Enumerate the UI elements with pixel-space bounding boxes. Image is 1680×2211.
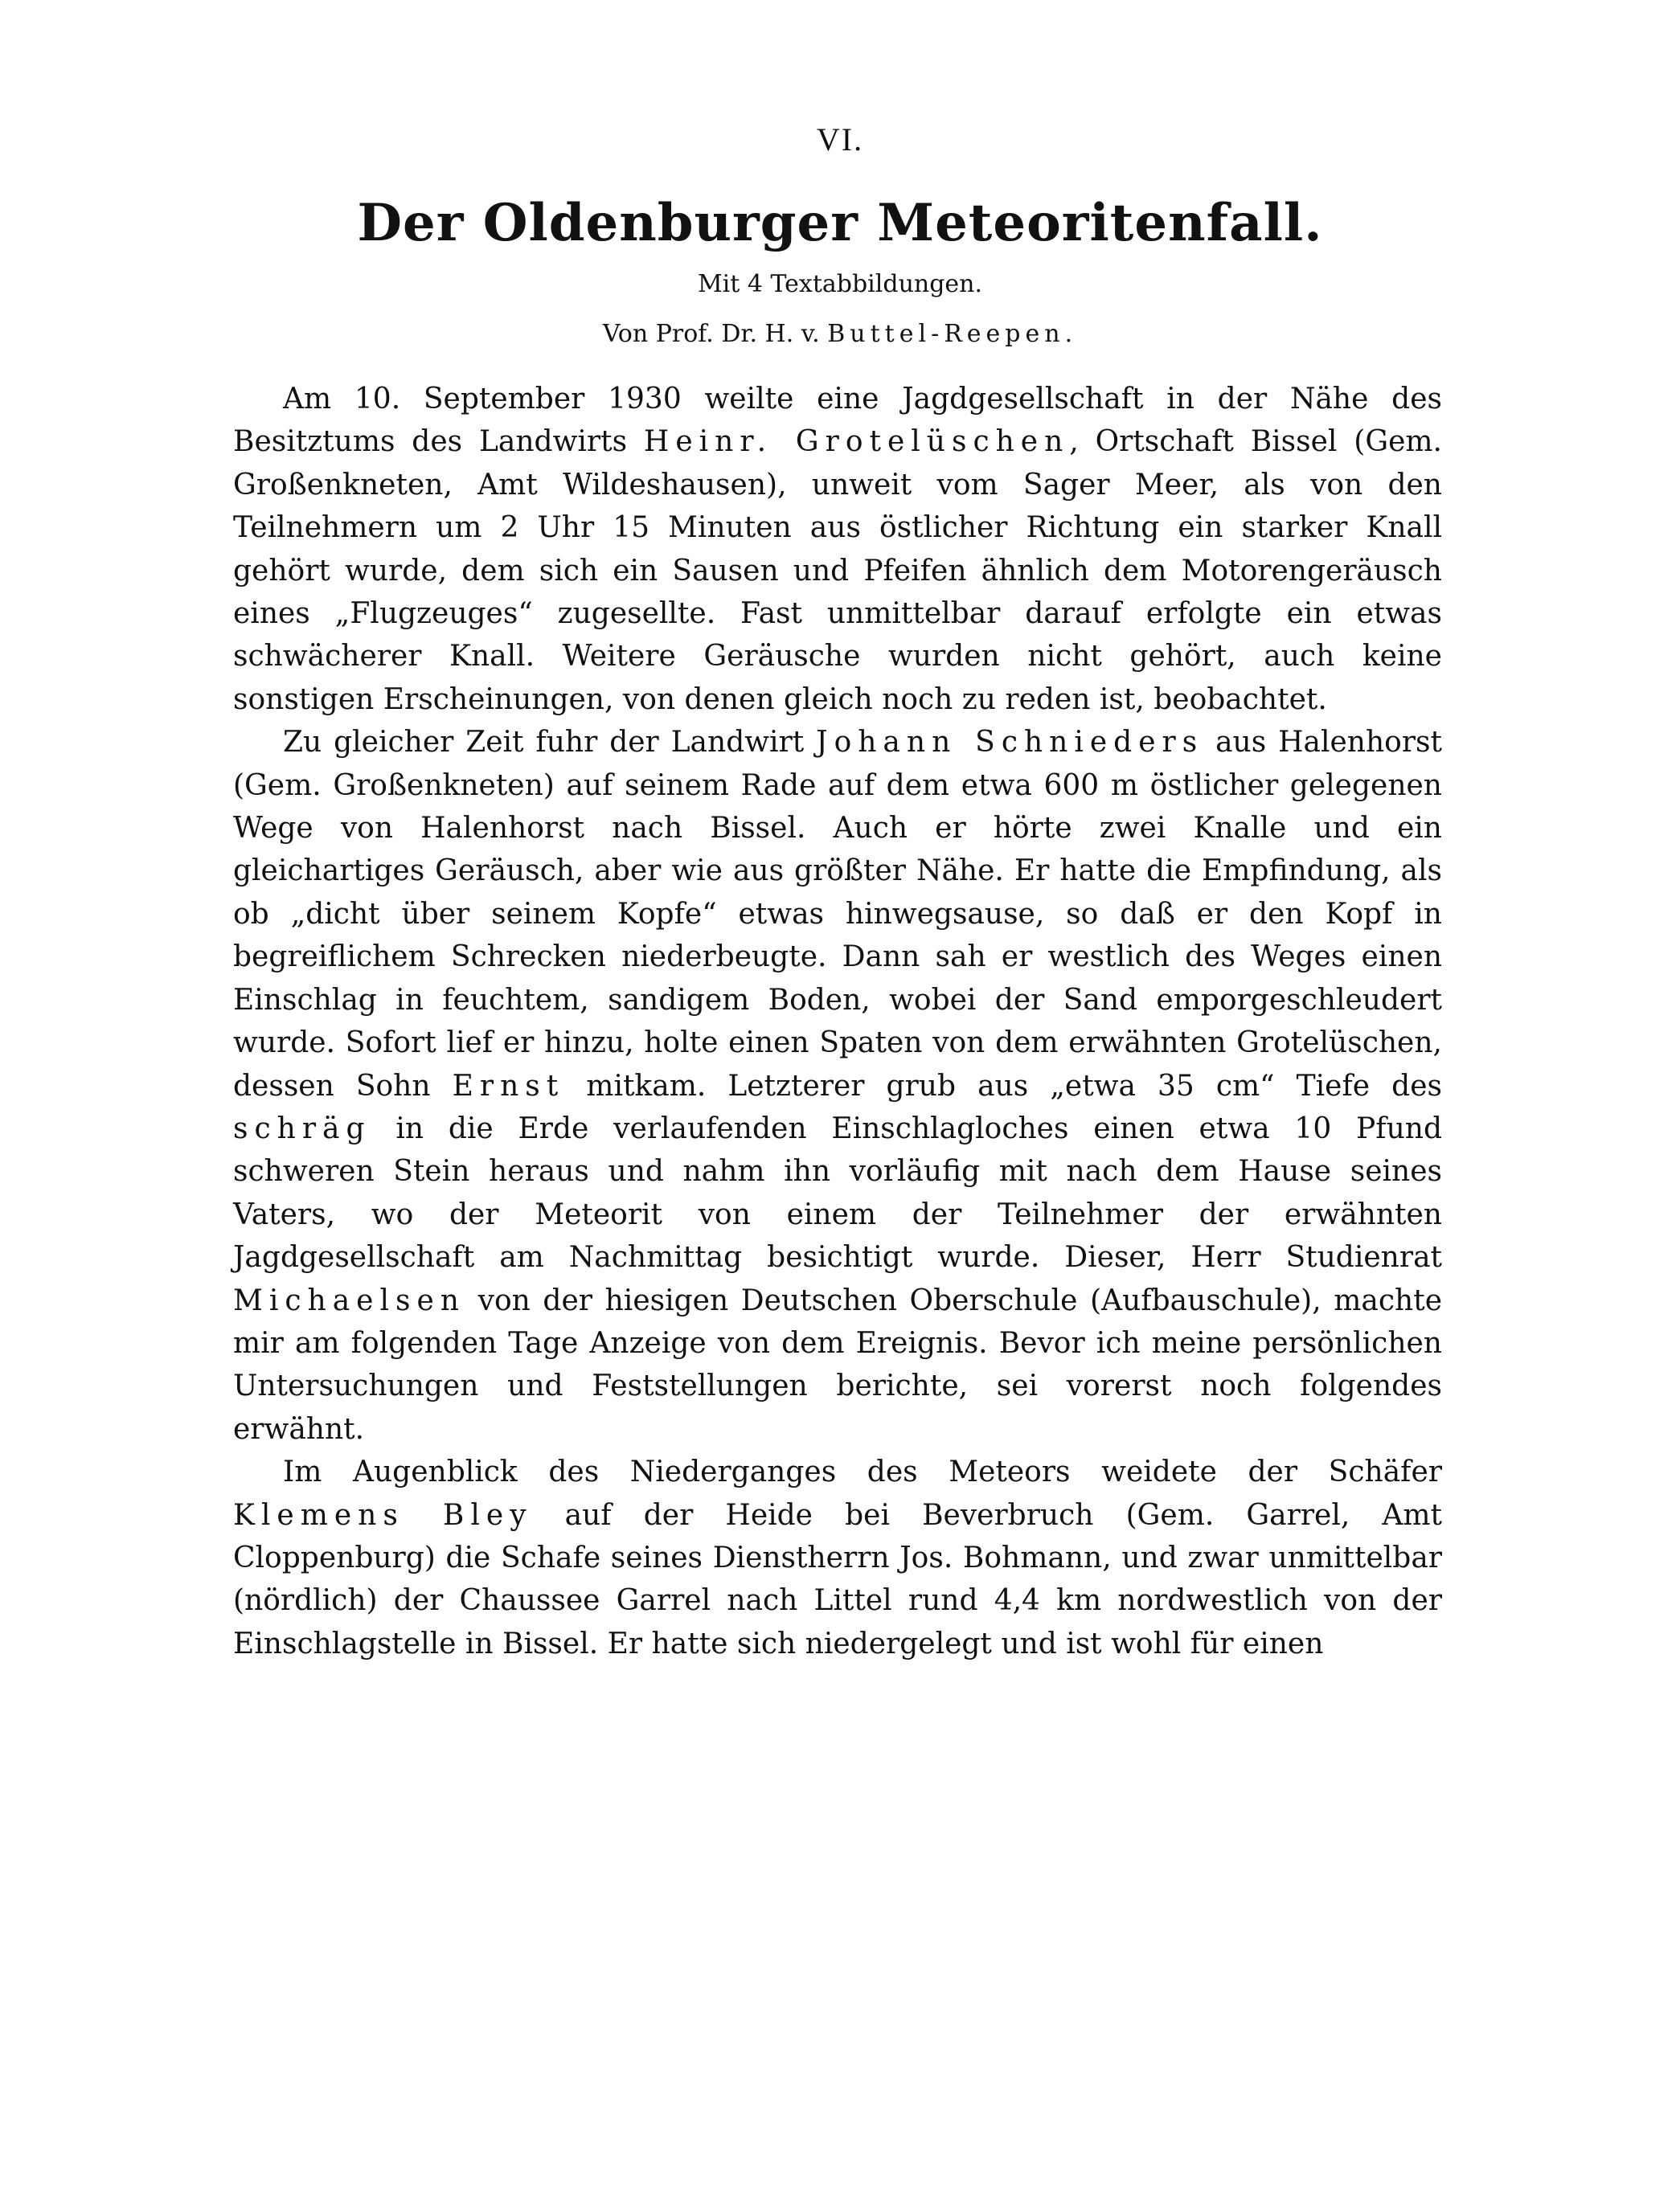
spaced-name: Michaelsen [233,1284,465,1317]
spaced-name: Klemens Bley [233,1498,533,1532]
paragraph-text: auf der Heide bei Beverbruch (Gem. Garrel, Amt Cloppenburg) die Schafe seines Dienstherrn Jos. Bohmann, und zwar unmittelbar (nördlich) der Chaussee Garrel nach Littel rund 4,4 km nordwestlich von der Einschlagstelle in Bissel. Er hatte sich niedergelegt und ist wohl für einen [233,1498,1442,1660]
paragraph [233,378,1442,721]
spaced-name: schräg [233,1112,371,1145]
paragraph-text: Im Augenblick des Niederganges des Meteors weidete der Schäfer [283,1456,1442,1489]
chapter-number: VI. [816,121,864,158]
paragraph-text: Zu gleicher Zeit fuhr der Landwirt [283,726,817,760]
byline-prefix: Von Prof. Dr. H. v. [602,320,828,348]
spaced-name: Ernst [452,1069,565,1103]
article-subtitle: Mit 4 Textabbildungen. [697,270,983,298]
paragraph-text: aus Halenhorst (Gem. Großenkneten) auf seinem Rade auf dem etwa 600 m östlicher gelegenen Wege von Halenhorst nach Bissel. Auch er hörte zwei Knalle und ein gleichartiges Geräusch, aber wie aus größter Nähe. Er hatte die Empfindung, als ob „dicht über seinem Kopfe“ etwas hinwegsause, so daß er den Kopf in begreiflichem Schrecken niederbeugte. Dann sah er westlich des Weges einen Einschlag in feuchtem, sandigem Boden, wobei der Sand emporgeschleudert wurde. Sofort lief er hinzu, holte einen Spaten von dem erwähnten Grotelüschen, dessen Sohn [233,726,1442,1103]
paragraph [233,721,1442,1451]
paragraph-text: von der hiesigen Deutschen Oberschule (Aufbauschule), machte mir am folgenden Tage Anzeige von dem Ereignis. Bevor ich meine persönlichen Untersuchungen und Feststellungen berichte, sei vorerst noch folgendes erwähnt. [233,1284,1442,1446]
paragraph-text: Am 10. September 1930 weilte eine Jagdgesellschaft in der Nähe des Besitztums des Landwirts [233,383,1442,459]
article-title: Der Oldenburger Meteoritenfall. [357,193,1323,253]
spaced-name: Johann Schnieders [816,726,1204,760]
paragraph-text: mitkam. Letzterer grub aus „etwa 35 cm“ Tiefe des [564,1069,1442,1103]
byline-author: Buttel-Reepen. [827,320,1078,348]
paragraph-text: in die Erde verlaufenden Einschlagloches einen etwa 10 Pfund schweren Stein heraus und nahm ihn vorläufig mit nach dem Hause seines Vaters, wo der Meteorit von einem der Teilnehmer der erwähnten Jagdgesellschaft am Nachmittag besichtigt wurde. Dieser, Herr Studienrat [233,1112,1442,1275]
author-byline [0,320,1680,348]
paragraph [233,1451,1442,1665]
spaced-name: Heinr. Grotelüschen [643,425,1070,459]
body-text [233,378,1442,1665]
paragraph-text: , Ortschaft Bissel (Gem. Großenkneten, Amt Wildeshausen), unweit vom Sager Meer, als von den Teilnehmern um 2 Uhr 15 Minuten aus östlicher Richtung ein starker Knall gehört wurde, dem sich ein Sausen und Pfeifen ähnlich dem Motorengeräusch eines „Flugzeuges“ zugesellte. Fast unmittelbar darauf erfolgte ein etwas schwächerer Knall. Weitere Geräusche wurden nicht gehört, auch keine sonstigen Erscheinungen, von denen gleich noch zu reden ist, beobachtet. [233,425,1442,716]
